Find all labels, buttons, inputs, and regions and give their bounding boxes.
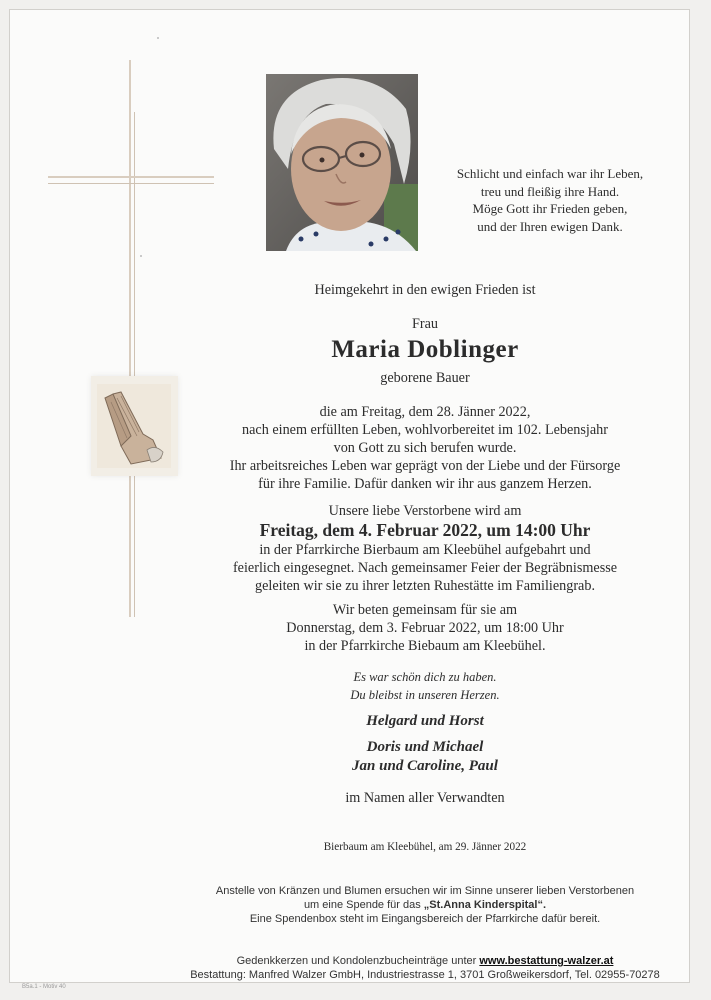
donation-recipient: „St.Anna Kinderspital“.	[423, 899, 547, 911]
funeral-intro: Unsere liebe Verstorbene wird am	[328, 503, 522, 519]
funeral-date: Freitag, dem 4. Februar 2022, um 14:00 Uhr	[259, 520, 591, 540]
decor-dot	[157, 37, 159, 39]
body-line: von Gott zu sich berufen wurde.	[333, 440, 517, 456]
decor-dot	[140, 255, 142, 257]
donation-text: Anstelle von Kränzen und Blumen ersuchen wir im Sinne unserer lieben Verstorbenen	[215, 885, 635, 897]
cross-vertical-line	[129, 60, 131, 617]
prayer-date: Donnerstag, dem 3. Februar 2022, um 18:00 Uhr	[286, 620, 564, 636]
family-names: Helgard und Horst	[366, 713, 484, 729]
body-line: in der Pfarrkirche Bierbaum am Kleebühel aufgebahrt und	[259, 542, 591, 558]
website-link[interactable]: www.bestattung-walzer.at	[479, 955, 614, 967]
intro-text: Heimgekehrt in den ewigen Frieden ist	[314, 282, 536, 298]
family-names: Jan und Caroline, Paul	[352, 758, 498, 774]
quote-line: Du bleibst in unseren Herzen.	[350, 688, 500, 702]
body-line: nach einem erfüllten Leben, wohlvorbereitet im 102. Lebensjahr	[242, 422, 608, 438]
donation-text: Eine Spendenbox steht im Eingangsbereich der Pfarrkirche dafür bereit.	[249, 913, 601, 925]
prayer-line: Wir beten gemeinsam für sie am	[332, 602, 518, 618]
portrait-photo	[266, 74, 418, 251]
body-line: geleiten wir sie zu ihrer letzten Ruhestätte im Familiengrab.	[255, 578, 595, 594]
body-line: die am Freitag, dem 28. Jänner 2022,	[319, 404, 531, 420]
prayer-line: in der Pfarrkirche Biebaum am Kleebühel.	[304, 638, 546, 654]
poem-line: Möge Gott ihr Frieden geben,	[472, 201, 628, 216]
poem-line: treu und fleißig ihre Hand.	[480, 183, 620, 199]
undertaker-info: Bestattung: Manfred Walzer GmbH, Industriestrasse 1, 3701 Großweikersdorf, Tel. 02955-70278	[190, 969, 660, 981]
print-code: B5a.1 - Motiv 40	[22, 984, 66, 990]
poem	[430, 165, 670, 235]
quote-line: Es war schön dich zu haben.	[353, 670, 497, 684]
donation-text: um eine Spende für das	[303, 899, 424, 911]
praying-hands-image	[91, 376, 178, 476]
cross-horizontal-line-inner	[48, 183, 214, 184]
body-line: für ihre Familie. Dafür danken wir ihr aus ganzem Herzen.	[258, 476, 592, 492]
body-line: Ihr arbeitsreiches Leben war geprägt von der Liebe und der Fürsorge	[229, 458, 621, 474]
family-names: Doris und Michael	[366, 739, 484, 755]
cross-horizontal-line	[48, 176, 214, 178]
place-date: Bierbaum am Kleebühel, am 29. Jänner 2022	[323, 841, 527, 853]
donation-request	[180, 899, 670, 911]
birth-name: geborene Bauer	[380, 370, 470, 386]
relatives-text: im Namen aller Verwandten	[345, 790, 505, 806]
poem-line: und der Ihren ewigen Dank.	[477, 218, 623, 234]
cross-vertical-line-inner	[134, 112, 135, 617]
condolence-text: Gedenkkerzen und Kondolenzbucheinträge unter	[236, 955, 480, 967]
body-line: feierlich eingesegnet. Nach gemeinsamer Feier der Begräbnismesse	[232, 560, 618, 576]
poem-line: Schlicht und einfach war ihr Leben,	[456, 166, 644, 181]
salutation: Frau	[411, 316, 438, 332]
deceased-name: Maria Doblinger	[331, 336, 519, 363]
condolence-info	[180, 955, 670, 967]
